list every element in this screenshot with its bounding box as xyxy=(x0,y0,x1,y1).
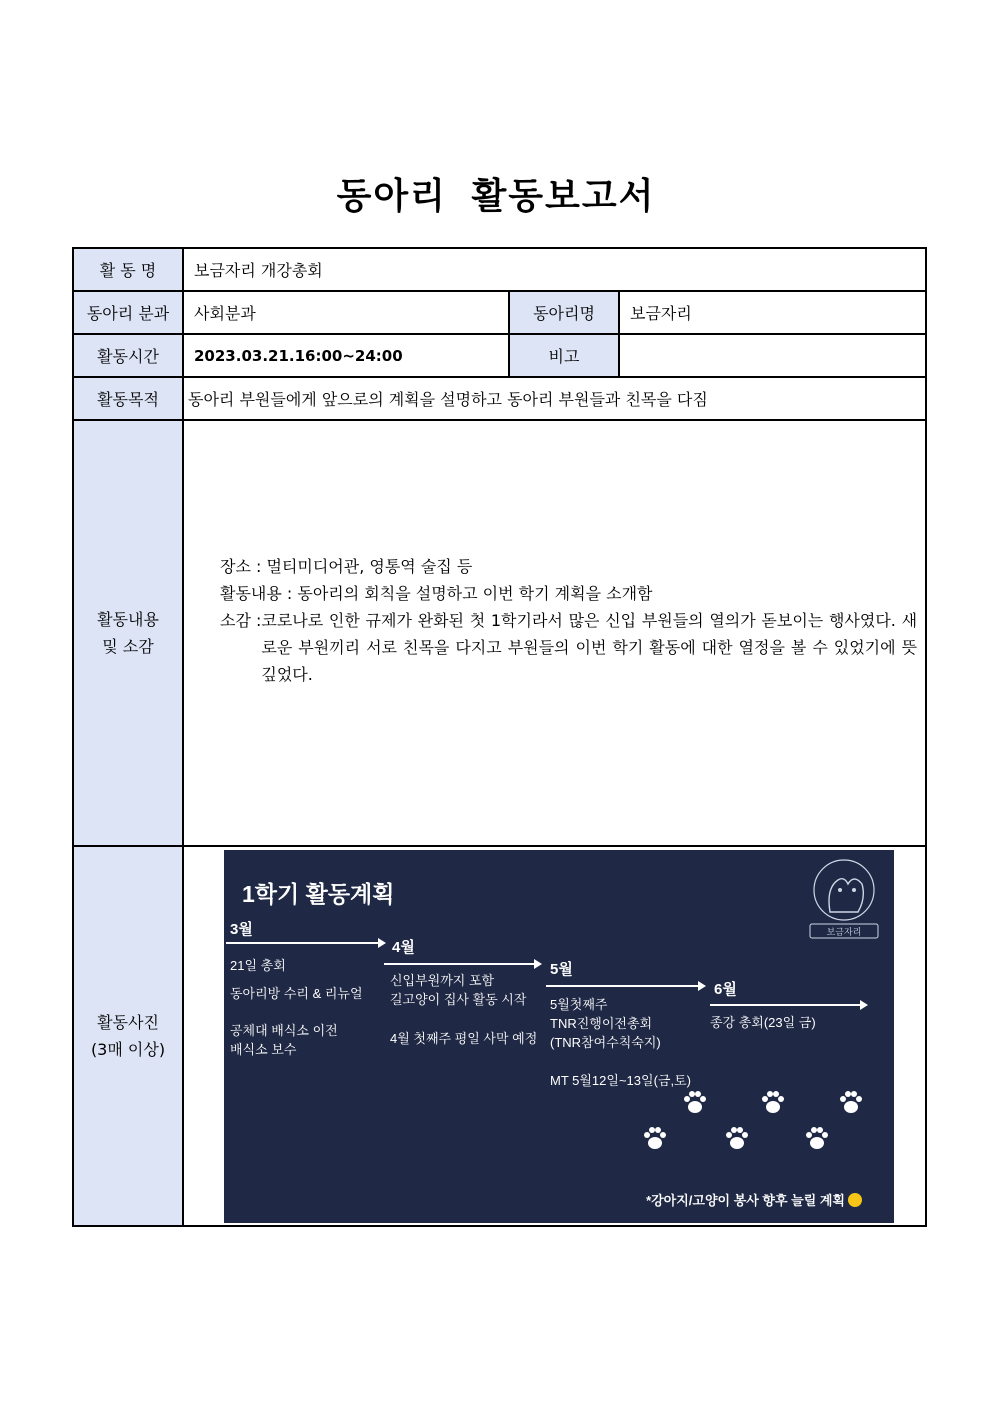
activity-name-label: 활 동 명 xyxy=(73,248,183,291)
may-item-4: MT 5월12일~13일(금,토) xyxy=(550,1073,691,1088)
may-item-2: TNR진행이전총회 xyxy=(550,1016,653,1031)
content-label-line1: 활동내용 xyxy=(97,610,159,629)
footnote-text: *강아지/고양이 봉사 향후 늘릴 계획 xyxy=(646,1193,845,1208)
impression-value: 코로나로 인한 규제가 완화된 첫 1학기라서 많은 신입 부원들의 열의가 돋보이는 행사였다. 새로운 부원끼리 서로 친목을 다지고 부원들의 이번 학기 활동에 대한 열정을 볼 수 있었기에 뜻깊었다. xyxy=(261,611,918,684)
april-item-2: 길고양이 집사 활동 시작 xyxy=(390,992,527,1007)
arrow-may xyxy=(546,985,700,987)
place-label: 장소 : xyxy=(220,557,267,576)
slide-footnote xyxy=(646,1190,862,1209)
paw-icon xyxy=(680,1088,710,1116)
note-label: 비고 xyxy=(509,334,619,377)
month-april: 4월 xyxy=(392,939,415,956)
content-body xyxy=(220,553,917,688)
photo-label xyxy=(73,846,183,1226)
june-item-1: 종강 총회(23일 금) xyxy=(710,1015,816,1030)
march-item-4: 배식소 보수 xyxy=(230,1042,297,1057)
content-label-line2: 및 소감 xyxy=(102,637,154,656)
month-june: 6월 xyxy=(714,981,737,998)
march-item-1: 21일 총회 xyxy=(230,958,286,973)
may-item-1: 5월첫째주 xyxy=(550,997,608,1012)
time-value: 2023.03.21.16:00~24:00 xyxy=(183,334,509,377)
content-item-line xyxy=(220,580,917,607)
april-item-1: 신입부원까지 포함 xyxy=(390,973,495,988)
arrow-march xyxy=(226,942,380,944)
march-item-3: 공체대 배식소 이전 xyxy=(230,1023,338,1038)
photo-cell xyxy=(183,846,926,1226)
arrow-april xyxy=(384,963,536,965)
march-item-2: 동아리방 수리 & 리뉴얼 xyxy=(230,986,363,1001)
month-may: 5월 xyxy=(550,961,573,978)
division-label: 동아리 분과 xyxy=(73,291,183,334)
photo-label-line2: (3매 이상) xyxy=(90,1040,166,1059)
photo-label-line1: 활동사진 xyxy=(97,1013,159,1032)
report-table xyxy=(72,247,927,1227)
slide-title: 1학기 활동계획 xyxy=(242,881,395,907)
paw-icon xyxy=(836,1088,866,1116)
document-title: 동아리 활동보고서 xyxy=(336,176,656,217)
purpose-label: 활동목적 xyxy=(73,377,183,420)
activity-plan-slide xyxy=(224,850,894,1223)
paw-icon xyxy=(802,1124,832,1152)
time-label: 활동시간 xyxy=(73,334,183,377)
impression-label: 소감 : xyxy=(220,611,262,630)
content-cell xyxy=(183,420,926,846)
activity-name-value: 보금자리 개강총회 xyxy=(183,248,926,291)
arrow-june xyxy=(710,1004,862,1006)
club-logo-icon xyxy=(804,854,884,942)
may-item-3: (TNR참여수칙숙지) xyxy=(550,1035,661,1050)
month-march: 3월 xyxy=(230,921,253,938)
content-item-label: 활동내용 : xyxy=(220,584,298,603)
paw-icon xyxy=(640,1124,670,1152)
place-value: 멀티미디어관, 영통역 술집 등 xyxy=(266,557,473,576)
club-name-value: 보금자리 xyxy=(619,291,926,334)
club-name-label: 동아리명 xyxy=(509,291,619,334)
purpose-value: 동아리 부원들에게 앞으로의 계획을 설명하고 동아리 부원들과 친목을 다짐 xyxy=(183,377,926,420)
note-value xyxy=(619,334,926,377)
division-value: 사회분과 xyxy=(183,291,509,334)
impression-line xyxy=(220,607,917,688)
content-item-value: 동아리의 회칙을 설명하고 이번 학기 계획을 소개함 xyxy=(297,584,653,603)
place-line xyxy=(220,553,917,580)
logo-text: 보금자리 xyxy=(826,928,862,938)
smile-icon xyxy=(848,1193,862,1207)
content-label xyxy=(73,420,183,846)
paw-icon xyxy=(722,1124,752,1152)
paw-icon xyxy=(758,1088,788,1116)
april-item-3: 4월 첫째주 평일 사막 예정 xyxy=(390,1031,538,1046)
